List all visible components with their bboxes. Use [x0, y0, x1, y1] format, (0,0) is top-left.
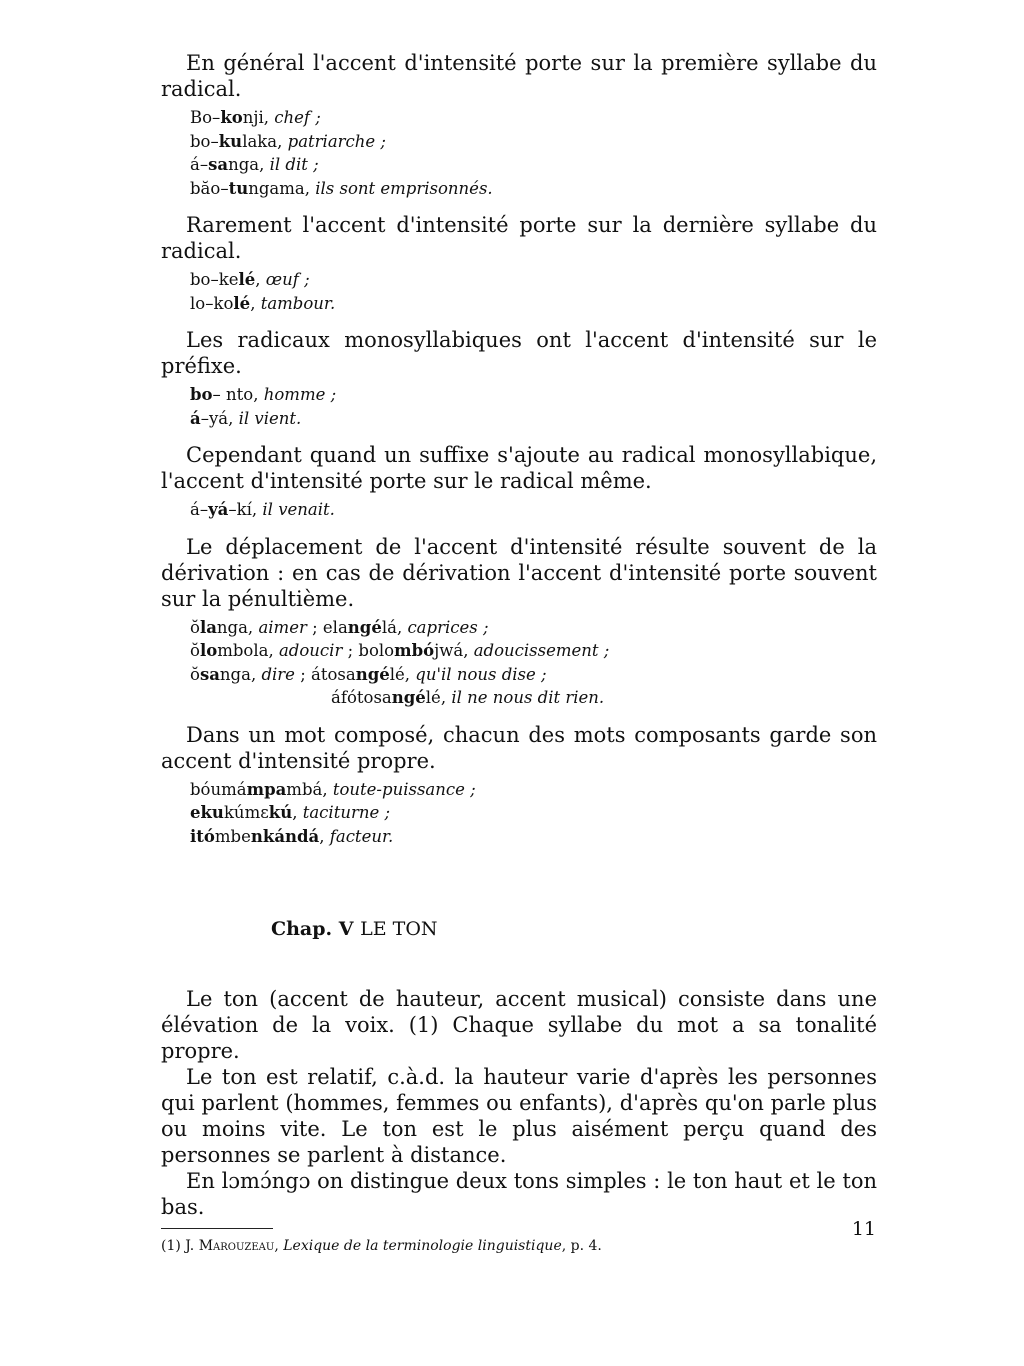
example-line: lo–kolé, tambour.: [190, 293, 336, 313]
example-list: [190, 778, 877, 849]
example-line: áfótosangélé, il ne nous dit rien.: [331, 688, 605, 707]
example-list: [190, 268, 877, 315]
paragraph: Le ton (accent de hauteur, accent musical) consiste dans une élévation de la voix. (1) Chaque syllabe du mot a sa tonalité propre.: [161, 987, 877, 1063]
example-line: ŏlombola, adoucir ; bolombójwá, adoucissement ;: [190, 641, 610, 660]
page-body: [161, 50, 877, 1255]
chapter-title: LE TON: [360, 918, 438, 940]
example-line: ŏsanga, dire ; átosangélé, qu'il nous dise ;: [190, 664, 547, 684]
example-line: á–yá–kí, il venait.: [190, 500, 335, 519]
example-line: á–sanga, il dit ;: [190, 155, 319, 174]
footnote-rule: [161, 1228, 273, 1229]
paragraph: En général l'accent d'intensité porte sur la première syllabe du radical.: [161, 51, 877, 101]
paragraph: Dans un mot composé, chacun des mots composants garde son accent d'intensité propre.: [161, 722, 877, 773]
paragraph: En lɔmɔ́ngɔ on distingue deux tons simples : le ton haut et le ton bas.: [161, 1169, 877, 1219]
paragraph: Les radicaux monosyllabiques ont l'accent d'intensité sur le préfixe.: [161, 328, 877, 378]
example-line: bo– nto, homme ;: [190, 385, 337, 404]
example-line: itómbenkándá, facteur.: [190, 826, 394, 846]
chapter-label: Chap. V: [271, 918, 354, 940]
page-number: 11: [851, 1218, 876, 1240]
paragraph: Rarement l'accent d'intensité porte sur la dernière syllabe du radical.: [161, 213, 877, 263]
example-list: [190, 106, 877, 200]
example-line: ŏlanga, aimer ; elangélá, caprices ;: [190, 617, 489, 637]
paragraph: Le ton est relatif, c.à.d. la hauteur varie d'après les personnes qui parlent (hommes, femmes ou enfants), d'après qu'on parle plus ou moins vite. Le ton est le plus aisément perçu quand des personnes se parlent à distance.: [161, 1065, 877, 1167]
example-line: bóumámpambá, toute-puissance ;: [190, 779, 476, 799]
example-line: ekukúmɛkú, taciturne ;: [190, 803, 391, 822]
example-list: [190, 383, 877, 430]
example-line: á–yá, il vient.: [190, 408, 302, 428]
chapter-heading: [271, 918, 877, 940]
paragraph: Le déplacement de l'accent d'intensité résulte souvent de la dérivation : en cas de dérivation l'accent d'intensité porte souvent sur la pénultième.: [161, 534, 877, 611]
example-line: Bo–konji, chef ;: [190, 108, 321, 127]
example-list: [190, 616, 877, 710]
example-line: băo–tungama, ils sont emprisonnés.: [190, 178, 493, 198]
footnote: (1) J. Marouzeau, Lexique de la terminologie linguistique, p. 4.: [161, 1238, 602, 1254]
paragraph: Cependant quand un suffixe s'ajoute au radical monosyllabique, l'accent d'intensité porte sur le radical même.: [161, 443, 877, 493]
example-line: bo–kelé, œuf ;: [190, 270, 310, 289]
example-line: bo–kulaka, patriarche ;: [190, 131, 386, 151]
example-list: [190, 498, 877, 522]
